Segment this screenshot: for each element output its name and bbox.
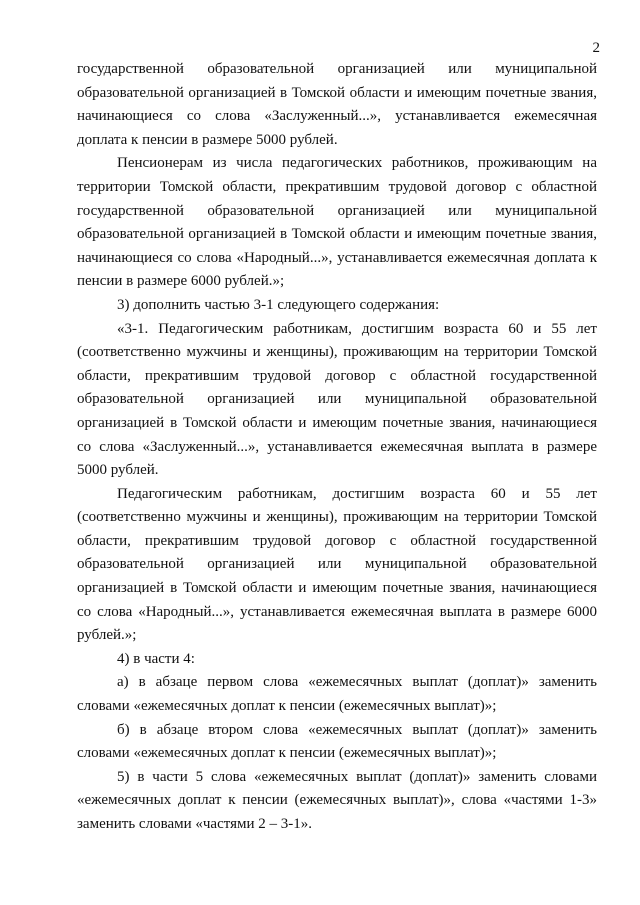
paragraph: 4) в части 4: (117, 650, 195, 667)
paragraph: Пенсионерам из числа педагогических работников, проживающим на территории Томской области, прекратившим трудовой договор с областной государственной образовательной организацией или муниципальной образовательной организацией в Томской области и имеющим почетные звания, начинающиеся со слова «Народный...», устанавливается ежемесячная доплата к пенсии в размере 6000 рублей.»; (77, 155, 597, 290)
paragraph: а) в абзаце первом слова «ежемесячных выплат (доплат)» заменить словами «ежемесячных доплат к пенсии (ежемесячных выплат)»; (77, 674, 597, 715)
document-body (77, 58, 597, 837)
paragraph: Педагогическим работникам, достигшим возраста 60 и 55 лет (соответственно мужчины и женщины), проживающим на территории Томской области, прекратившим трудовой договор с областной государственной образовательной организацией или муниципальной образовательной организацией в Томской области и имеющим почетные звания, начинающиеся со слова «Народный...», устанавливается ежемесячная выплата в размере 6000 рублей.»; (77, 485, 597, 644)
paragraph: «3-1. Педагогическим работникам, достигшим возраста 60 и 55 лет (соответственно мужчины и женщины), проживающим на территории Томской области, прекратившим трудовой договор с областной государственной образовательной организацией или муниципальной образовательной организацией в Томской области и имеющим почетные звания, начинающиеся со слова «Заслуженный...», устанавливается ежемесячная выплата в размере 5000 рублей. (77, 320, 597, 479)
paragraph: 3) дополнить частью 3-1 следующего содержания: (117, 296, 440, 313)
paragraph: б) в абзаце втором слова «ежемесячных выплат (доплат)» заменить словами «ежемесячных доплат к пенсии (ежемесячных выплат)»; (77, 721, 597, 762)
paragraph: государственной образовательной организацией или муниципальной образовательной организацией в Томской области и имеющим почетные звания, начинающиеся со слова «Заслуженный...», устанавливается ежемесячная доплата к пенсии в размере 5000 рублей. (77, 61, 597, 148)
page-number: 2 (592, 40, 600, 56)
paragraph: 5) в части 5 слова «ежемесячных выплат (доплат)» заменить словами «ежемесячных доплат к пенсии (ежемесячных выплат)», слова «частями 1-3» заменить словами «частями 2 – 3-1». (77, 768, 597, 832)
